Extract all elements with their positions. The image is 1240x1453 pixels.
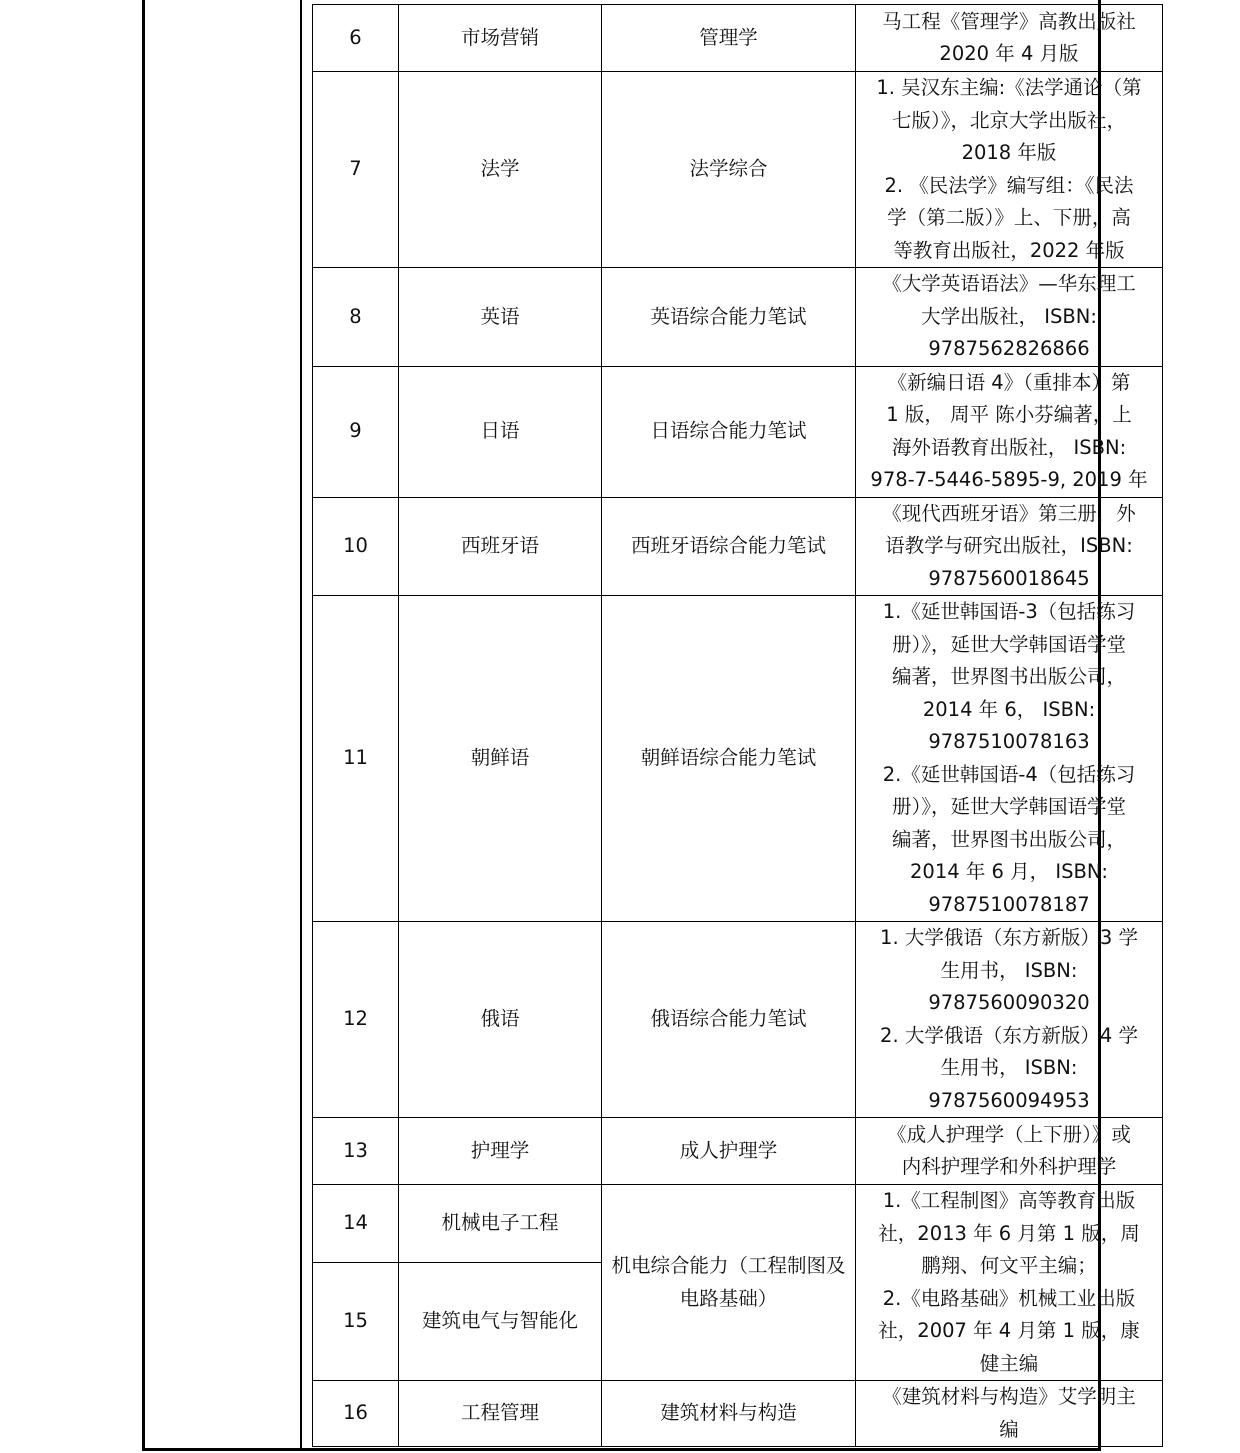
exam-subject: 俄语综合能力笔试 (602, 922, 856, 1118)
table-row (313, 596, 1163, 922)
reference-line: 2.《电路基础》机械工业出版 (882, 1286, 1136, 1310)
reference-line: 生用书， ISBN: (940, 958, 1078, 982)
reference-books (856, 922, 1163, 1118)
reference-line: 9787562826866 (928, 337, 1090, 360)
table-row (313, 5, 1163, 72)
reference-line: 《大学英语语法》—华东理工 (882, 272, 1136, 295)
row-number: 11 (313, 596, 399, 922)
reference-line: 语教学与研究出版社，ISBN: (885, 534, 1133, 557)
reference-books (856, 1185, 1163, 1381)
reference-line: 1 版， 周平 陈小芬编著，上 (886, 403, 1132, 426)
row-number: 14 (313, 1185, 399, 1263)
reference-line: 《新编日语 4》（重排本）第 (887, 370, 1131, 394)
reference-line: 《成人护理学（上下册）》或 (887, 1122, 1131, 1146)
exam-subject: 机电综合能力（工程制图及电路基础） (602, 1185, 856, 1381)
reference-line: 9787510078187 (928, 892, 1090, 916)
row-number: 16 (313, 1381, 399, 1447)
major-name: 护理学 (399, 1118, 602, 1185)
exam-subject: 管理学 (602, 5, 856, 72)
reference-line: 2014 年 6 月， ISBN: (910, 860, 1108, 883)
reference-line: 生用书， ISBN: (940, 1056, 1078, 1079)
textbook-table (312, 4, 1163, 1447)
reference-line: 册）》，延世大学韩国语学堂 (891, 795, 1126, 818)
major-name: 法学 (399, 72, 602, 268)
table-row (313, 1381, 1163, 1447)
row-number: 7 (313, 72, 399, 268)
exam-subject: 法学综合 (602, 72, 856, 268)
major-name: 朝鲜语 (399, 596, 602, 922)
exam-subject: 西班牙语综合能力笔试 (602, 497, 856, 596)
major-name: 建筑电气与智能化 (399, 1263, 602, 1381)
reference-books (856, 596, 1163, 922)
table-row (313, 366, 1163, 497)
table-row (313, 268, 1163, 367)
reference-books (856, 1381, 1163, 1447)
reference-line: 9787560090320 (928, 991, 1090, 1014)
reference-line: 978-7-5446-5895-9, 2019 年 (870, 468, 1148, 491)
reference-line: 鹏翔、何文平主编； (921, 1254, 1097, 1277)
reference-line: 马工程《管理学》高教出版社 (882, 9, 1136, 33)
reference-line: 《建筑材料与构造》艾学明主 (882, 1385, 1136, 1408)
row-number: 6 (313, 5, 399, 72)
reference-line: 2.《延世韩国语-4（包括练习 (882, 762, 1136, 786)
row-number: 9 (313, 366, 399, 497)
reference-line: 2. 《民法学》编写组：《民法 (884, 173, 1134, 197)
major-name: 机械电子工程 (399, 1185, 602, 1263)
major-name: 英语 (399, 268, 602, 367)
row-number: 12 (313, 922, 399, 1118)
reference-books (856, 1118, 1163, 1185)
exam-subject: 成人护理学 (602, 1118, 856, 1185)
left-column-divider (300, 0, 302, 1450)
reference-line: 海外语教育出版社， ISBN: (891, 435, 1127, 459)
reference-books (856, 5, 1163, 72)
reference-line: 编著，世界图书出版公司， (891, 665, 1126, 688)
table-row (313, 1185, 1163, 1263)
reference-line: 编 (999, 1417, 1019, 1441)
row-number: 13 (313, 1118, 399, 1185)
reference-line: 9787560094953 (928, 1088, 1090, 1112)
row-number: 15 (313, 1263, 399, 1381)
reference-line: 编著，世界图书出版公司， (891, 827, 1126, 851)
reference-line: 1.《工程制图》高等教育出版 (882, 1189, 1136, 1212)
reference-line: 9787510078163 (928, 730, 1090, 753)
reference-line: 2. 大学俄语（东方新版）4 学 (880, 1023, 1138, 1047)
major-name: 西班牙语 (399, 497, 602, 596)
reference-line: 1. 吴汉东主编:《法学通论（第 (876, 76, 1142, 99)
reference-line: 9787560018645 (928, 566, 1090, 590)
reference-line: 2020 年 4 月版 (939, 42, 1079, 65)
reference-line: 等教育出版社，2022 年版 (893, 238, 1125, 262)
major-name: 俄语 (399, 922, 602, 1118)
table-row (313, 922, 1163, 1118)
reference-line: 2018 年版 (961, 141, 1057, 164)
reference-line: 七版）》，北京大学出版社， (891, 108, 1126, 132)
table-row (313, 72, 1163, 268)
reference-line: 《现代西班牙语》第三册，外 (882, 501, 1136, 525)
major-name: 工程管理 (399, 1381, 602, 1447)
exam-subject: 建筑材料与构造 (602, 1381, 856, 1447)
reference-books (856, 366, 1163, 497)
reference-line: 学（第二版）》上、下册，高 (887, 206, 1131, 229)
exam-subject: 英语综合能力笔试 (602, 268, 856, 367)
exam-subject: 朝鲜语综合能力笔试 (602, 596, 856, 922)
table-row (313, 497, 1163, 596)
major-name: 市场营销 (399, 5, 602, 72)
reference-line: 1.《延世韩国语-3（包括练习 (882, 600, 1136, 623)
reference-line: 社，2007 年 4 月第 1 版，康 (878, 1319, 1140, 1342)
reference-line: 社，2013 年 6 月第 1 版，周 (878, 1221, 1140, 1245)
major-name: 日语 (399, 366, 602, 497)
reference-line: 册）》，延世大学韩国语学堂 (891, 632, 1126, 656)
reference-line: 1. 大学俄语（东方新版）3 学 (880, 926, 1138, 949)
row-number: 8 (313, 268, 399, 367)
reference-books (856, 72, 1163, 268)
reference-line: 健主编 (979, 1351, 1039, 1375)
table-row (313, 1118, 1163, 1185)
reference-line: 2014 年 6， ISBN: (922, 697, 1096, 721)
reference-books (856, 268, 1163, 367)
reference-line: 大学出版社， ISBN: (921, 304, 1097, 328)
exam-subject: 日语综合能力笔试 (602, 366, 856, 497)
reference-books (856, 497, 1163, 596)
reference-line: 内科护理学和外科护理学 (901, 1155, 1117, 1178)
row-number: 10 (313, 497, 399, 596)
